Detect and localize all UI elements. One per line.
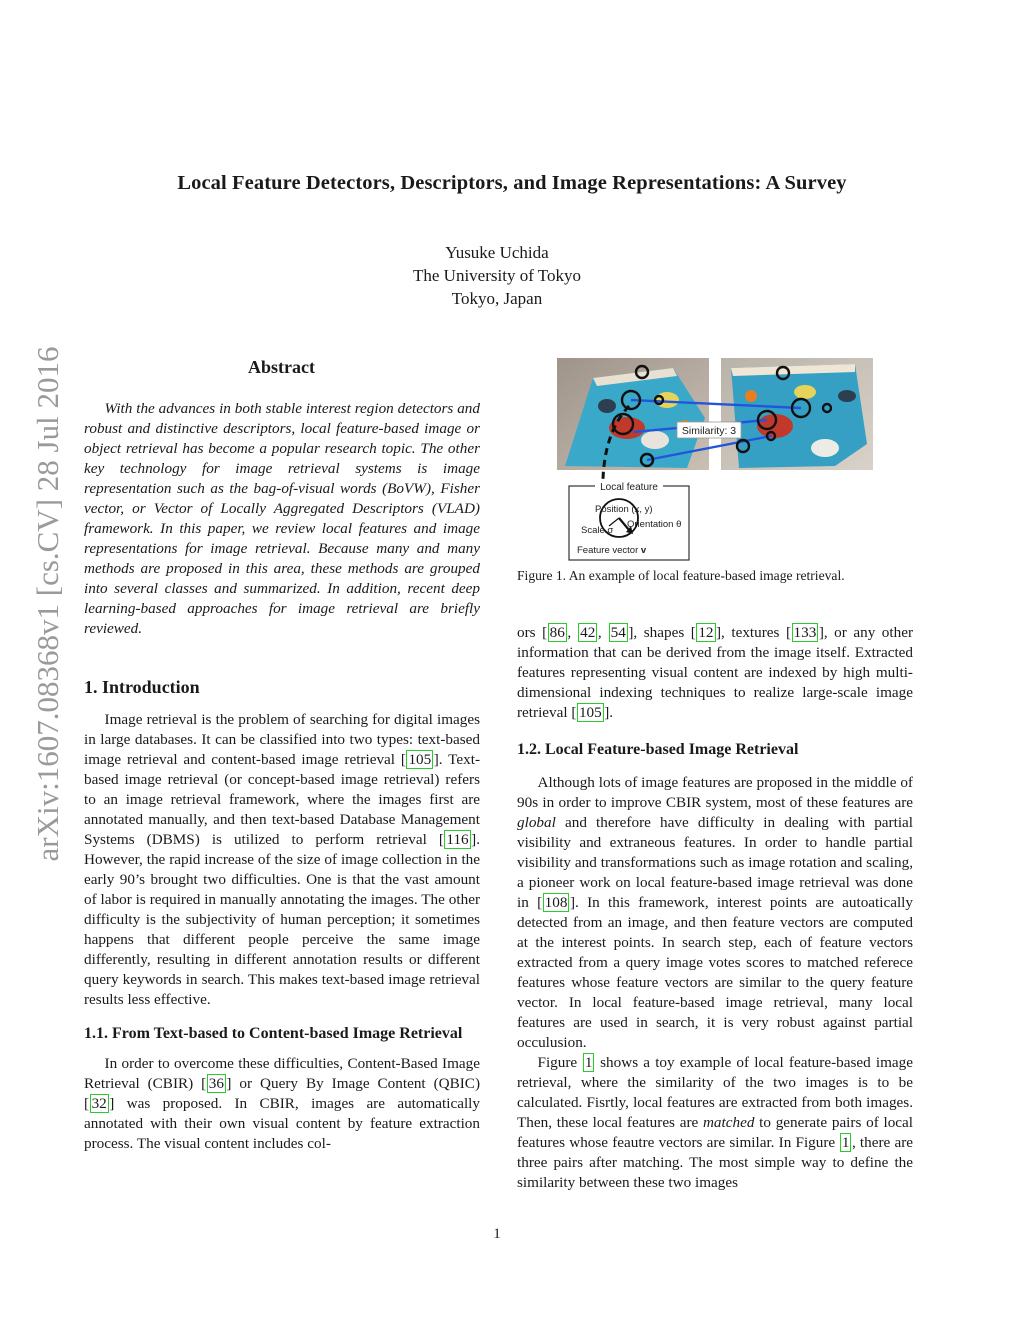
position-label: Position (x, y) [595, 504, 653, 515]
feature-vector-label: Feature vector v [577, 545, 647, 556]
scale-label: Scale σ [581, 525, 614, 536]
paper-title: Local Feature Detectors, Descriptors, and Image Representations: A Survey [177, 172, 847, 194]
author-location: Tokyo, Japan [451, 289, 543, 308]
citation-link[interactable]: 133 [793, 624, 817, 641]
arxiv-stamp: arXiv:1607.08368v1 [cs.CV] 28 Jul 2016 [30, 346, 65, 862]
reference-image [721, 358, 873, 470]
introduction-paragraph: Image retrieval is the problem of searching for digital images in large databases. It can be classified into two types: text-based image retrieval and content-based image retrieval [ 105 ]. Text-based image retrieval (or concept-based image retrieval) refers to an image retrieval framework, where the images first are annotated manually, and then text-based Database Management Systems (DBMS) is utilized to perform retrieval [ 116 ]. However, the rapid increase of the size of image collection in the early 90’s brought two difficulties. One is that the vast amount of labor is required in manually annotating the images. The other difficulty is the subjectivity of human perception; it sometimes happens that different people perceive the same image differently, resulting in different annotation results or different query keywords in search. This makes text-based image retrieval results less effective. [84, 711, 480, 1008]
subsection-1-2 [517, 740, 913, 1193]
figure-reference-link[interactable]: 1 [841, 1134, 850, 1151]
citation-link[interactable]: 116 [446, 831, 469, 848]
citation-link[interactable]: 105 [578, 704, 602, 721]
continued-paragraph: ors [ 86 , 42 , 54 ], shapes [ 12 ], textures [ 133 ], or any other information that can be derived from the image itself. Extracted features representing visual content are indexed by high multi-dimensional indexing techniques to realize large-scale image retrieval [ 105 ]. [517, 624, 914, 721]
citation-link[interactable]: 36 [208, 1075, 224, 1092]
subsection-1-1-heading: 1.1. From Text-based to Content-based Image Retrieval [84, 1025, 463, 1042]
author-name: Yusuke Uchida [445, 243, 549, 262]
citation-link[interactable]: 86 [549, 624, 565, 641]
citation-link[interactable]: 42 [580, 624, 596, 641]
abstract-heading: Abstract [248, 357, 315, 377]
page-number: 1 [493, 1226, 501, 1242]
figure-1-caption: Figure 1. An example of local feature-based image retrieval. [517, 568, 845, 583]
citation-link[interactable]: 108 [544, 894, 568, 911]
introduction-heading: 1. Introduction [84, 677, 200, 697]
citation-link[interactable]: 54 [610, 624, 626, 641]
figure-1-diagram [555, 356, 875, 566]
citation-link[interactable]: 32 [91, 1095, 107, 1112]
subsection-1-1-paragraph: In order to overcome these difficulties, Content-Based Image Retrieval (CBIR) [ 36 ] or Query By Image Content (QBIC) [ 32 ] was proposed. In CBIR, images are automatically annotated with their own visual content by feature extraction process. The visual content includes col- [84, 1055, 480, 1152]
citation-link[interactable]: 12 [698, 624, 714, 641]
right-column [517, 623, 913, 723]
orientation-label: Orientation θ [627, 519, 682, 530]
subsection-1-2-paragraph-1: Although lots of image features are proposed in the middle of 90s in order to improve CBIR system, most of these features are global and therefore have difficulty in dealing with partial visibility and extraneous features. In order to handle partial visibility and transformations such as image rotation and scaling, a pioneer work on local feature-based image retrieval was done in [ 108 ]. In this framework, interest points are autoatically detected from an image, and then feature vectors are computed at the interest points. In search step, each of feature vectors extracted from a query image votes scores to matched referece features whose feature vectors are similar to the query feature vector. In local feature-based image retrieval, many local features are used in search, it is very robust against partial occulusion. [517, 774, 913, 1051]
abstract-body [84, 399, 480, 639]
subsection-1-2-paragraph-2: Figure 1 shows a toy example of local feature-based image retrieval, where the similarity of the two images is to be calculated. Fisrtly, local features are extracted from both images. Then, these local features are matched to generate pairs of local features whose feautre vectors are similar. In Figure 1 , there are three pairs after matching. The most simple way to define the similarity between these two images [517, 1054, 914, 1191]
subsection-1-2-heading: 1.2. Local Feature-based Image Retrieval [517, 741, 799, 758]
local-feature-title: Local feature [600, 482, 658, 493]
introduction-section [84, 677, 480, 1154]
abstract-text: With the advances in both stable interest region detectors and robust and distinctive descriptors, local feature-based image or object retrieval has become a popular research topic. The other key technology for image retrieval systems is image representation such as the bag-of-visual words (BoVW), Fisher vector, or Vector of Locally Aggregated Descriptors (VLAD) framework. In this paper, we review local features and image representations for image retrieval. Because many and many methods are proposed in this area, these methods are grouped into several classes and summarized. In addition, recent deep learning-based approaches for image retrieval are briefly reviewed. [84, 400, 480, 637]
citation-link[interactable]: 105 [408, 751, 432, 768]
figure-reference-link[interactable]: 1 [584, 1054, 593, 1071]
similarity-label: Similarity: 3 [681, 425, 737, 437]
author-affiliation: The University of Tokyo [413, 266, 581, 285]
